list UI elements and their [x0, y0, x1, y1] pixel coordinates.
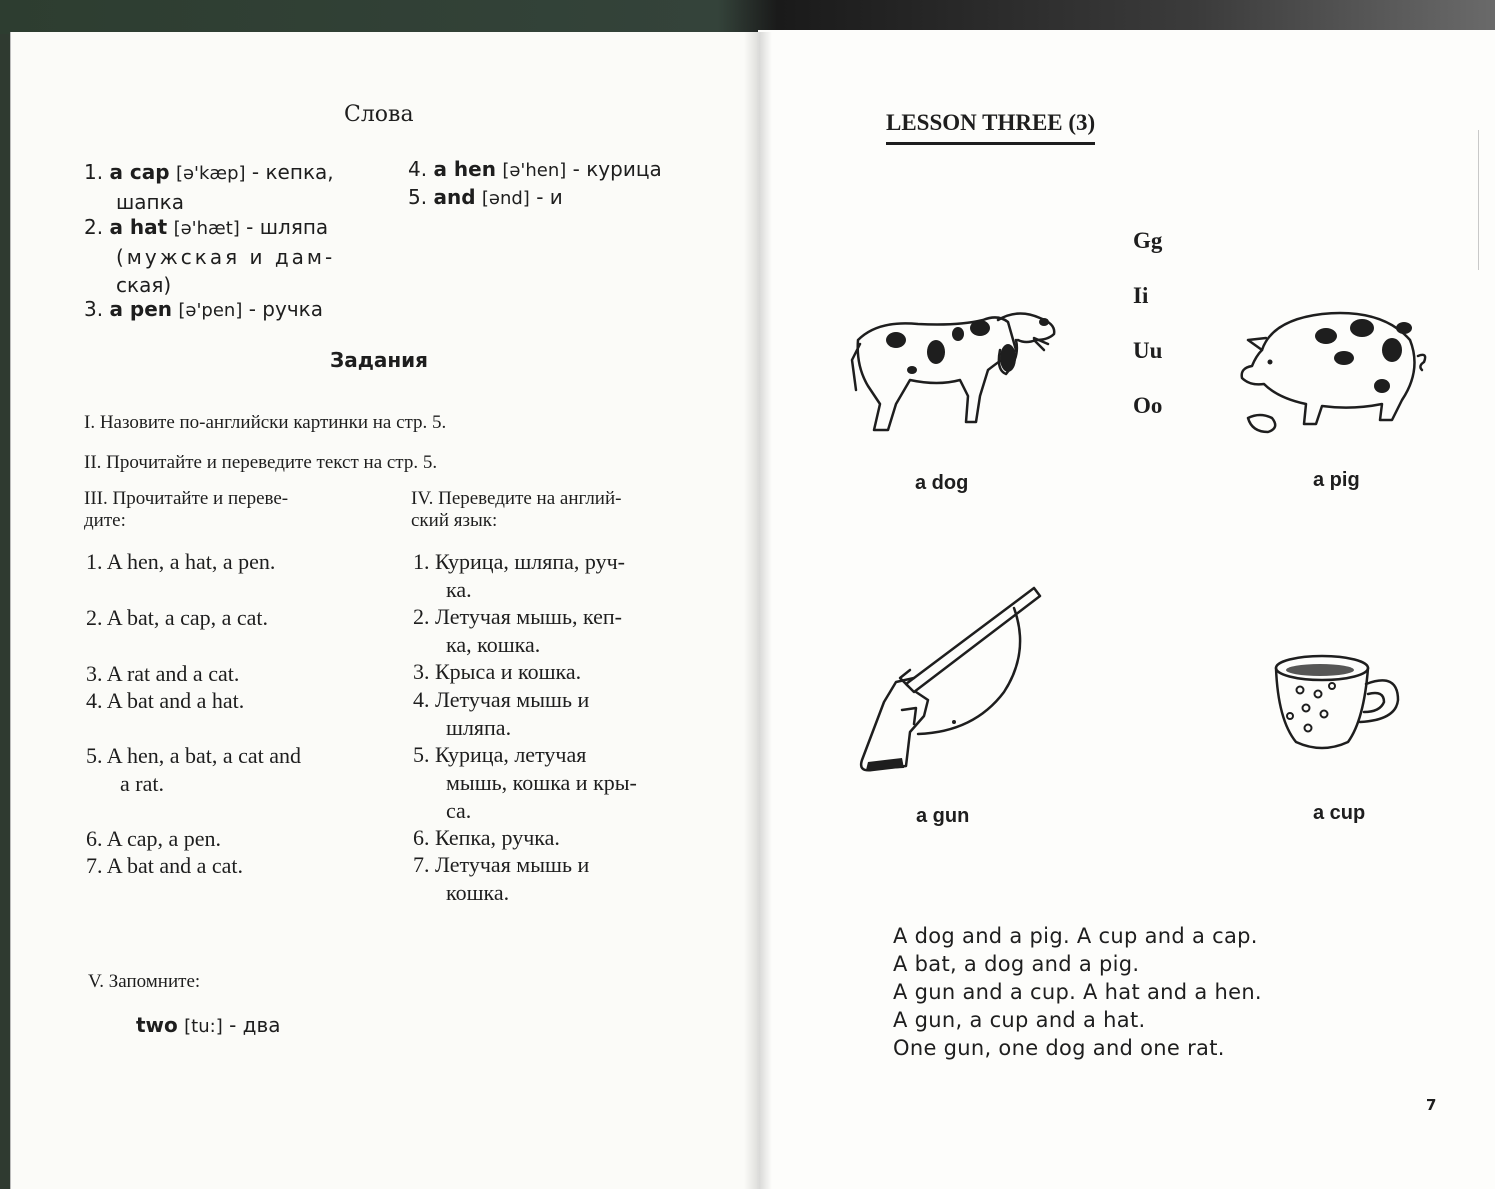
zadaniya-heading: Задания: [330, 348, 429, 372]
word-num: 3.: [84, 297, 104, 321]
word-item-2: [84, 213, 354, 299]
page-edge-mark: [1478, 130, 1479, 270]
word-phonetic: [ə'pen]: [178, 300, 243, 321]
task-1: I. Назовите по-английски картинки на стр. 5.: [84, 412, 447, 433]
sentence-line: шляпа.: [446, 715, 512, 740]
word-translation: - кепка,: [251, 160, 334, 184]
sentence-line: 2. Летучая мышь, кеп-: [413, 604, 622, 629]
task-4-line: ский язык:: [411, 510, 498, 531]
sentence-line: 7. Летучая мышь и: [413, 852, 590, 877]
remember-english: two: [136, 1013, 178, 1037]
word-item-1: [84, 158, 354, 216]
russian-sentence-1: [413, 548, 679, 604]
word-phonetic: [ə'kæp]: [175, 163, 246, 184]
remember-phonetic: [tu:]: [184, 1016, 223, 1037]
word-translation-cont: (мужская и дам-: [116, 245, 336, 269]
sentence-line: мышь, кошка и кры-: [446, 770, 637, 795]
russian-sentence-3: 3. Крыса и кошка.: [413, 659, 582, 684]
russian-sentence-2: [413, 603, 679, 659]
english-sentence-1: 1. A hen, a hat, a pen.: [86, 549, 276, 574]
word-num: 4.: [408, 157, 428, 181]
reading-line: A dog and a pig. A cup and a cap.: [893, 924, 1258, 948]
task-3: [84, 488, 288, 532]
task-3-line: дите:: [84, 510, 126, 531]
word-phonetic: [ənd]: [481, 188, 530, 209]
slova-heading: Слова: [344, 102, 414, 127]
word-english: and: [433, 185, 476, 209]
remember-translation: - два: [229, 1013, 281, 1037]
label-cup: a cup: [1313, 802, 1366, 824]
russian-sentence-6: 6. Кепка, ручка.: [413, 825, 560, 850]
word-phonetic: [ə'hæt]: [173, 218, 240, 239]
label-dog: a dog: [915, 472, 969, 494]
sentence-line: ка, кошка.: [446, 632, 541, 657]
letter-o: Oo: [1133, 393, 1163, 418]
sentence-line: са.: [446, 798, 472, 823]
reading-text: [893, 922, 1262, 1062]
russian-sentence-7: [413, 851, 679, 907]
english-sentence-3: 3. A rat and a cat.: [86, 661, 240, 686]
word-english: a pen: [109, 297, 173, 321]
cup-illustration: [1270, 650, 1405, 758]
letter-u: Uu: [1133, 338, 1163, 363]
reading-line: A gun and a cup. A hat and a hen.: [893, 980, 1262, 1004]
reading-line: One gun, one dog and one rat.: [893, 1036, 1225, 1060]
reading-line: A gun, a cup and a hat.: [893, 1008, 1146, 1032]
sentence-line: 1. Курица, шляпа, руч-: [413, 549, 626, 574]
word-translation: - шляпа: [246, 215, 329, 239]
book-cover-edge: [0, 0, 1495, 34]
page-number: 7: [1426, 1096, 1437, 1114]
word-num: 1.: [84, 160, 104, 184]
word-translation: - курица: [572, 157, 662, 181]
letter-i: Ii: [1133, 283, 1149, 308]
task-5: V. Запомните:: [88, 971, 201, 992]
english-sentence-5: [86, 742, 301, 798]
english-sentence-4: 4. A bat and a hat.: [86, 688, 245, 713]
word-item-5: [408, 183, 563, 213]
word-translation: - ручка: [248, 297, 323, 321]
task-2: II. Прочитайте и переведите текст на стр. 5.: [84, 452, 438, 473]
sentence-line: ка.: [446, 577, 472, 602]
remember-word: [136, 1011, 281, 1041]
sentence-line: a rat.: [120, 771, 164, 796]
sentence-line: 5. A hen, a bat, a cat and: [86, 743, 302, 768]
task-3-line: III. Прочитайте и переве-: [84, 488, 289, 509]
word-english: a hat: [109, 215, 168, 239]
book-spine: [744, 32, 772, 1189]
sentence-line: 5. Курица, летучая: [413, 742, 587, 767]
label-pig: a pig: [1313, 469, 1360, 491]
task-4: [411, 488, 621, 532]
english-sentence-6: 6. A cap, a pen.: [86, 826, 222, 851]
sentence-line: 4. Летучая мышь и: [413, 687, 590, 712]
word-translation-cont: ская): [116, 273, 172, 297]
english-sentence-2: 2. A bat, a cap, a cat.: [86, 605, 269, 630]
gun-illustration: [854, 582, 1044, 774]
sentence-line: кошка.: [446, 880, 510, 905]
pig-illustration: [1232, 300, 1432, 440]
word-phonetic: [ə'hen]: [502, 160, 567, 181]
dog-illustration: [848, 300, 1063, 440]
russian-sentence-4: [413, 686, 679, 742]
word-translation: - и: [536, 185, 563, 209]
reading-line: A bat, a dog and a pig.: [893, 952, 1140, 976]
letter-g: Gg: [1133, 228, 1163, 253]
word-num: 2.: [84, 215, 104, 239]
lesson-title: LESSON THREE (3): [886, 110, 1095, 145]
english-sentence-7: 7. A bat and a cat.: [86, 853, 244, 878]
word-num: 5.: [408, 185, 428, 209]
russian-sentence-5: [413, 741, 679, 825]
word-english: a hen: [433, 157, 496, 181]
word-translation-cont: шапка: [116, 190, 184, 214]
word-item-4: [408, 155, 662, 185]
word-english: a cap: [109, 160, 170, 184]
word-item-3: [84, 295, 323, 325]
label-gun: a gun: [916, 805, 970, 827]
task-4-line: IV. Переведите на англий-: [411, 488, 622, 509]
